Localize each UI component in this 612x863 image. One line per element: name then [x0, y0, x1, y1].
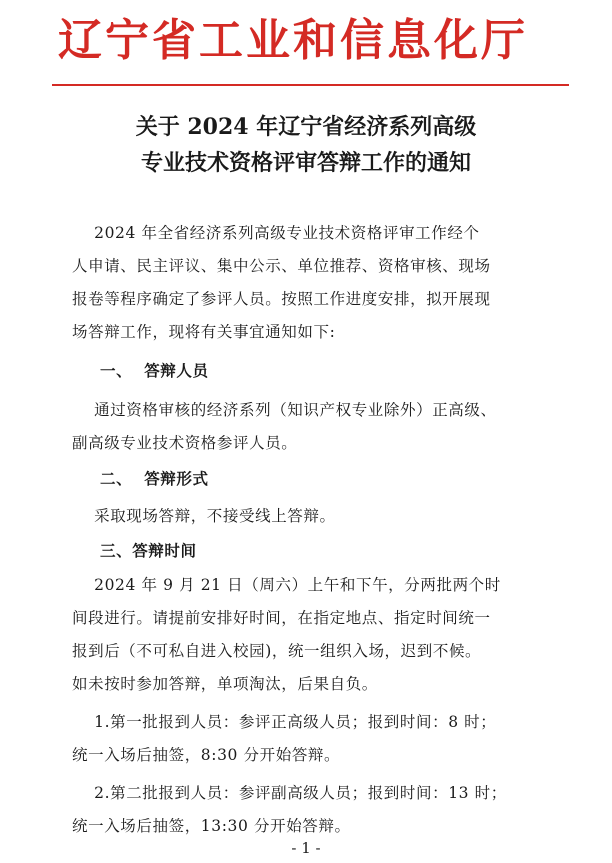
body-line: 场答辩工作，现将有关事宜通知如下: [72, 323, 336, 341]
body-line: 副高级专业技术资格参评人员。 [72, 434, 298, 452]
section-heading-2: 二、 答辩形式 [100, 470, 209, 488]
document-title-line-2: 专业技术资格评审答辩工作的通知 [140, 150, 471, 176]
document-title-line-1: 关于 2024 年辽宁省经济系列高级 [135, 114, 477, 140]
body-line: 1.第一批报到人员：参评正高级人员；报到时间：8 时； [72, 713, 497, 731]
body-line: 统一入场后抽签，13:30 分开始答辩。 [72, 817, 351, 835]
body-line: 如未按时参加答辩，单项淘汰，后果自负。 [72, 675, 378, 693]
section-heading-3: 三、答辩时间 [100, 542, 197, 560]
body-line: 报卷等程序确定了参评人员。按照工作进度安排，拟开展现 [72, 290, 491, 308]
header-divider [52, 84, 569, 86]
body-line: 人申请、民主评议、集中公示、单位推荐、资格审核、现场 [72, 257, 491, 275]
body-line: 间段进行。请提前安排好时间，在指定地点、指定时间统一 [72, 609, 491, 627]
header-org-name: 辽宁省工业和信息化厅 [58, 15, 528, 66]
body-line: 报到后（不可私自进入校园)，统一组织入场，迟到不候。 [72, 642, 482, 660]
page-number: - 1 - [291, 839, 321, 857]
body-line: 2024 年全省经济系列高级专业技术资格评审工作经个 [72, 224, 480, 242]
body-line: 统一入场后抽签，8:30 分开始答辩。 [72, 746, 341, 764]
body-line: 2024 年 9 月 21 日（周六）上午和下午，分两批两个时 [72, 576, 501, 594]
body-line: 2.第二批报到人员：参评副高级人员；报到时间：13 时； [72, 784, 507, 802]
body-line: 通过资格审核的经济系列（知识产权专业除外）正高级、 [72, 401, 497, 419]
body-line: 采取现场答辩，不接受线上答辩。 [72, 507, 336, 525]
section-heading-1: 一、 答辩人员 [100, 362, 209, 380]
